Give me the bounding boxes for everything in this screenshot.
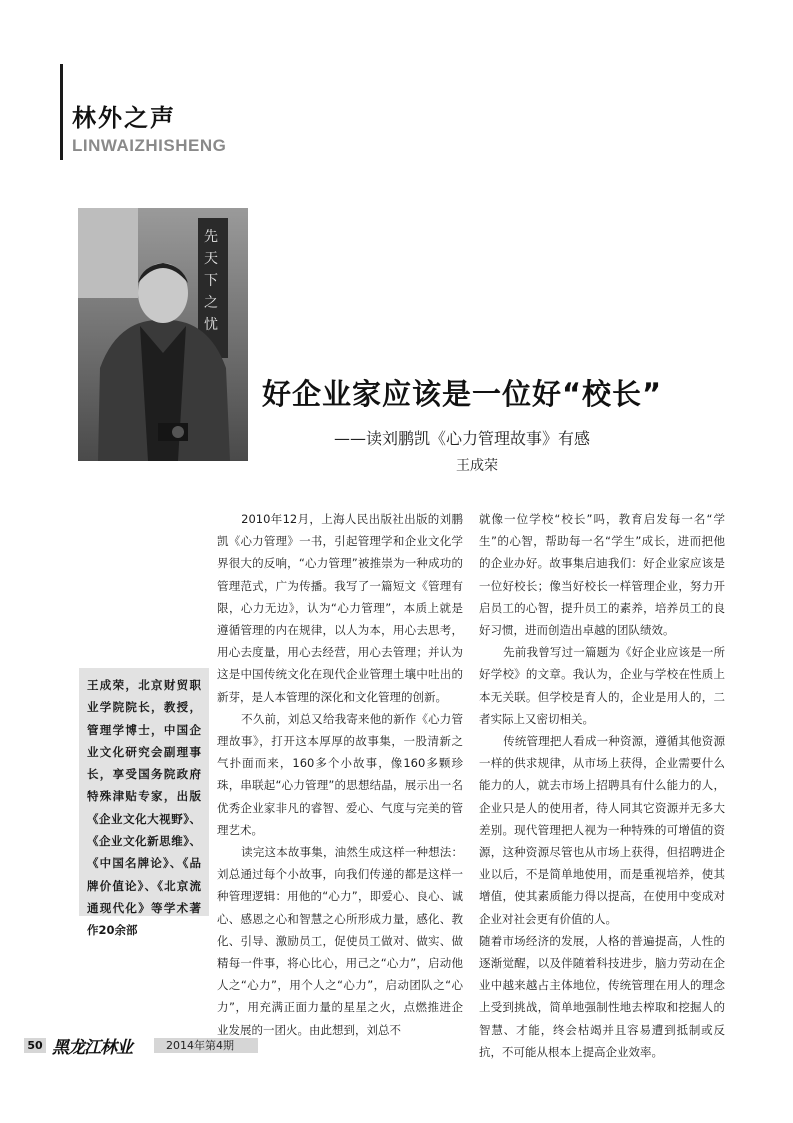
article-subtitle: ——读刘鹏凯《心力管理故事》有感: [334, 429, 591, 448]
article-author: 王成荣: [456, 458, 498, 474]
article-title: 好企业家应该是一位好“校长”: [262, 377, 663, 411]
section-title: 林外之声: [72, 104, 176, 132]
section-marker-bar: [60, 64, 63, 160]
page-number: 50: [24, 1038, 46, 1053]
body-paragraph: 先前我曾写过一篇题为《好企业应该是一所好学校》的文章。我认为，企业与学校在性质上本无关联。但学校是育人的，企业是用人的，二者实际上又密切相关。: [479, 645, 725, 726]
body-paragraph: 读完这本故事集，油然生成这样一种想法：刘总通过每个小故事，向我们传递的都是这样一种管理逻辑：用他的“心力”，即爱心、良心、诚心、感恩之心和智慧之心所形成力量，感化、教化、引导、激励员工，促使员工做对、做实、做精每一件事，将心比心，用己之“心力”，启动他人之“心力”，用个人之“心力”，启动团队之“心力”，用充满正面力量的星星之火，点燃推进企业发展的一团火。由此想到，刘总不: [217, 845, 463, 1037]
section-title-pinyin: LINWAIZHISHENG: [72, 136, 227, 155]
calligraphy-text: 先天下之忧: [204, 229, 218, 333]
body-column-left: [217, 508, 463, 1041]
body-paragraph: 随着市场经济的发展，人格的普遍提高，人性的逐渐觉醒，以及伴随着科技进步，脑力劳动在企业中越来越占主体地位，传统管理在用人的理念上受到挑战，简单地强制性地去榨取和挖掘人的智慧、才能，终会枯竭并且容易遭到抵制或反抗，不可能从根本上提高企业效率。: [479, 933, 725, 1059]
magazine-logo: 黑龙江林业: [52, 1038, 132, 1058]
body-column-right: [479, 508, 725, 1063]
body-paragraph: 传统管理把人看成一种资源，遵循其他资源一样的供求规律，从市场上获得，企业需要什么能力的人，就去市场上招聘具有什么能力的人，企业只是人的使用者，待人同其它资源并无多大差别。现代管理把人视为一种特殊的可增值的资源，这种资源尽管也从市场上获得，但招聘进企业以后，不是简单地使用，而是重视培养，使其增值，使其素质能力得以提高，在使用中变成对企业对社会更有价值的人。: [479, 734, 725, 926]
body-paragraph: 不久前，刘总又给我寄来他的新作《心力管理故事》，打开这本厚厚的故事集，一股清新之气扑面而来，160多个小故事，像160多颗珍珠，串联起“心力管理”的思想结晶，展示出一名优秀企业家非凡的睿智、爱心、气度与完美的管理艺术。: [217, 711, 463, 837]
portrait-photo-icon: [78, 208, 248, 461]
body-paragraph: 2010年12月，上海人民出版社出版的刘鹏凯《心力管理》一书，引起管理学和企业文化学界很大的反响，“心力管理”被推崇为一种成功的管理范式，广为传播。我写了一篇短文《管理有限，心力无边》，认为“心力管理”，本质上就是遵循管理的内在规律，以人为本，用心去思考，用心去度量，用心去经营，用心去管理；并认为这是中国传统文化在现代企业管理土壤中吐出的新芽，是人本管理的深化和文化管理的创新。: [217, 512, 463, 704]
author-portrait-photo: [78, 208, 248, 461]
issue-label: 2014年第4期: [154, 1038, 258, 1053]
body-paragraph-continued: 就像一位学校“校长”吗，教育启发每一名“学生”的心智，帮助每一名“学生”成长，进而把他的企业办好。故事集启迪我们：好企业家应该是一位好校长；像当好校长一样管理企业，努力开启员工的心智，提升员工的素养，培养员工的良好习惯，进而创造出卓越的团队绩效。: [479, 512, 725, 638]
author-bio-box: 王成荣，北京财贸职业学院院长，教授，管理学博士，中国企业文化研究会副理事长，享受国务院政府特殊津贴专家，出版《企业文化大视野》、《企业文化新思维》、《中国名牌论》、《品牌价值论》、《北京流通现代化》等学术著作20余部: [79, 668, 209, 916]
page-footer: [24, 1038, 234, 1058]
